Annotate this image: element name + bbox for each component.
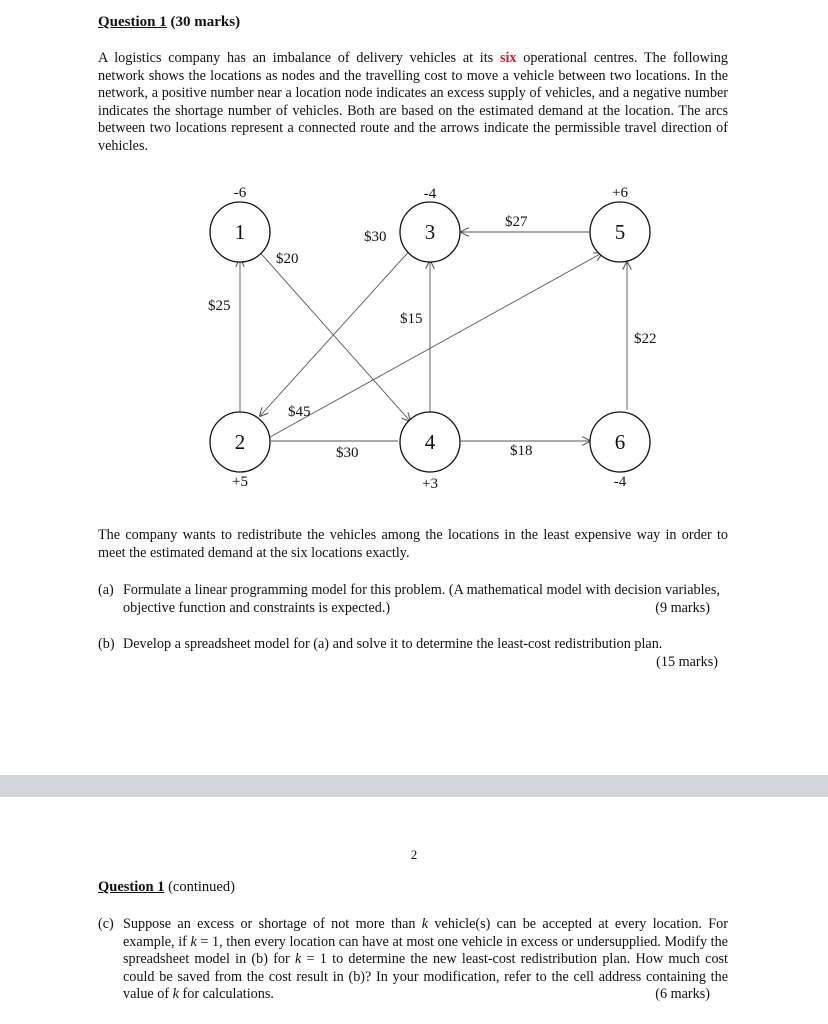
node-4 [400,412,460,472]
intro-text-1: A logistics company has an imbalance of delivery vehicles at its [98,50,500,66]
arc-4-3-cost: $15 [400,311,423,327]
arc-5-3-cost: $27 [505,214,528,230]
node-1 [210,202,270,262]
part-a [98,582,728,617]
continued-title: Question 1 [98,879,165,895]
part-c-text-5: for calculations. [178,986,274,1003]
part-b [98,636,728,671]
arc-2-5-cost: $45 [288,404,311,420]
arc-2-1-cost: $25 [208,298,231,314]
question-1-title: Question 1 [98,14,167,30]
part-a-marks: (9 marks) [655,599,710,616]
node-2-label: 2 [234,430,246,454]
part-c-k-3: k [294,951,302,968]
intro-paragraph [98,50,728,156]
page-number: 2 [410,847,418,862]
part-c-text-3: = 1, then every location can have at most one vehicle in excess or undersupplied. Modify the spreadsheet model in (b) for [123,933,728,968]
node-3 [400,202,460,262]
part-c-text-1: Suppose an excess or shortage of not more than [123,916,422,932]
intro-highlight-six: six [499,50,517,66]
arc-1-4-cost: $20 [276,251,299,267]
node-3-supply: -4 [423,186,437,202]
node-2-supply: +5 [232,474,248,490]
part-c-k-4: k [172,986,179,1003]
part-c-text-4: = 1 to determine the new least-cost redistribution plan. How much cost could be saved from the cost result in (b)? In your modification, refer to the cell address containing the value of [123,951,728,1003]
arc-4-6-cost: $18 [510,443,533,459]
network-diagram [0,170,828,500]
continued-suffix: (continued) [164,879,235,895]
node-6-label: 6 [614,430,626,454]
node-4-supply: +3 [422,476,438,492]
node-1-label: 1 [234,220,246,244]
node-3-label: 3 [424,220,436,244]
part-b-label: (b) [98,636,115,652]
arc-3-2-cost: $30 [364,229,387,245]
part-c [98,916,728,1004]
part-a-label: (a) [98,582,114,598]
node-5-supply: +6 [612,185,628,201]
arc-3-2 [260,247,413,416]
part-c-marks: (6 marks) [655,986,710,1003]
part-c-text-2: vehicle(s) can be accepted at every location. For example, if [123,916,728,950]
page-break-band [0,775,828,797]
question-1-continued-heading [98,879,235,896]
node-5 [590,202,650,262]
node-1-supply: -6 [233,185,247,201]
node-2 [210,412,270,472]
node-6 [590,412,650,472]
part-c-label: (c) [98,916,114,932]
part-a-text: Formulate a linear programming model for this problem. (A mathematical model with decision variables, objective function and constraints is expected.) [123,582,720,616]
redistribute-paragraph: The company wants to redistribute the vehicles among the locations in the least expensive way in order to meet the estimated demand at the six locations exactly. [98,527,728,561]
part-b-text: Develop a spreadsheet model for (a) and solve it to determine the least-cost redistribution plan. [123,636,663,652]
arc-2-4-cost: $30 [336,445,359,461]
part-b-marks: (15 marks) [656,653,718,670]
question-1-heading [98,14,240,31]
node-4-label: 4 [424,430,436,454]
intro-text-2: operational centres. The following network shows the locations as nodes and the travelling cost to move a vehicle between two locations. In the network, a positive number near a location node indicates an excess supply of vehicles, and a negative number indicates the shortage number of vehicles. Both are based on the estimated demand at the location. The arcs between two locations represent a connected route and the arrows indicate the permissible travel direction of vehicles. [98,50,728,154]
node-5-label: 5 [614,220,626,244]
part-c-k-1: k [421,916,429,932]
arc-6-5-cost: $22 [634,331,657,347]
part-c-k-2: k [190,933,197,950]
question-1-marks: (30 marks) [166,14,241,30]
node-6-supply: -4 [613,474,627,490]
arc-2-5 [270,253,602,437]
